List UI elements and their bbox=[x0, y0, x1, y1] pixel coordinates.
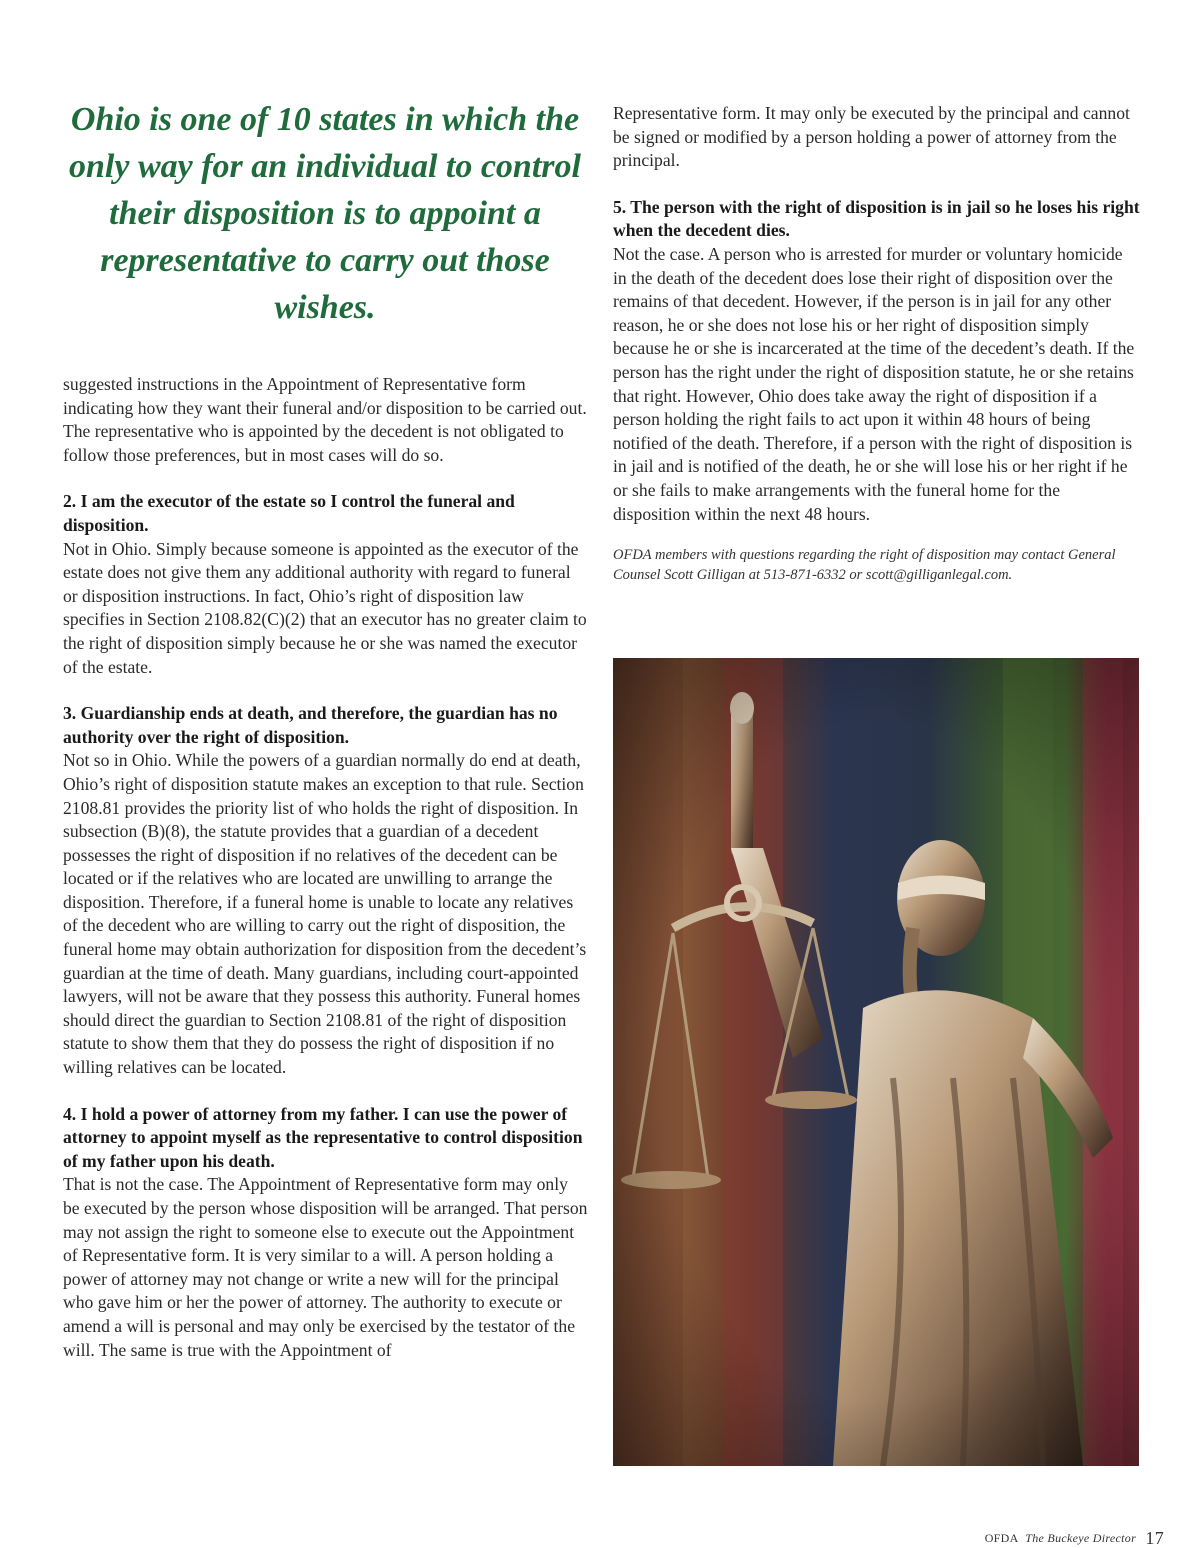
item-2-heading: 2. I am the executor of the estate so I control the funeral and disposition. bbox=[63, 491, 515, 535]
left-column bbox=[63, 96, 588, 1362]
item-3-body: Not so in Ohio. While the powers of a guardian normally do end at death, Ohio’s right of disposition statute makes an exception to that rule. Section 2108.81 provides the priority list of who holds the right of disposition. In subsection (B)(8), the statute provides that a guardian of a decedent possesses the right of disposition if no relatives of the decedent can be located or if the relatives who are located are unwilling to arrange the disposition. Therefore, if a funeral home is unable to locate any relatives of the decedent who are willing to carry out the right of disposition, the funeral home may obtain authorization for disposition from the decedent’s guardian at the time of death. Many guardians, including court-appointed lawyers, will not be aware that they possess this authority. Funeral homes should direct the guardian to Section 2108.81 of the right of disposition statute to show them that they do possess the right of disposition if no willing relatives can be located. bbox=[63, 750, 587, 1078]
page-footer bbox=[985, 1526, 1164, 1547]
item-3-heading: 3. Guardianship ends at death, and therefore, the guardian has no authority over the right of disposition. bbox=[63, 703, 558, 747]
item-2 bbox=[63, 490, 588, 679]
item-4 bbox=[63, 1103, 588, 1363]
intro-paragraph: suggested instructions in the Appointment of Representative form indicating how they want their funeral and/or disposition to be carried out. The representative who is appointed by the decedent is not obligated to follow those preferences, but in most cases will do so. bbox=[63, 374, 587, 465]
footer-magazine: The Buckeye Director bbox=[1025, 1531, 1137, 1545]
item-3 bbox=[63, 702, 588, 1080]
contact-note: OFDA members with questions regarding the right of disposition may contact General Counsel Scott Gilligan at 513-871-6332 or scott@gilliganlegal.com. bbox=[613, 547, 1116, 583]
right-column bbox=[613, 102, 1140, 585]
pull-quote: Ohio is one of 10 states in which the only way for an individual to control their disposition is to appoint a representative to carry out those wishes. bbox=[69, 101, 581, 326]
lady-justice-photo bbox=[613, 658, 1139, 1466]
page-number: 17 bbox=[1145, 1528, 1164, 1548]
footer-org: OFDA bbox=[984, 1531, 1018, 1545]
item-2-body: Not in Ohio. Simply because someone is appointed as the executor of the estate does not give them any additional authority with regard to funeral or disposition instructions. In fact, Ohio’s right of disposition law specifies in Section 2108.82(C)(2) that an executor has no greater claim to the right of disposition simply because he or she was named the executor of the estate. bbox=[63, 538, 587, 677]
item-5 bbox=[613, 196, 1140, 526]
item-5-body: Not the case. A person who is arrested for murder or voluntary homicide in the death of the decedent does lose their right of disposition over the remains of that decedent. However, if the person is in jail for any other reason, he or she does not lose his or her right of disposition simply because he or she is incarcerated at the time of the decedent’s death. If the person has the right under the right of disposition statute, he or she retains that right. However, Ohio does take away the right of disposition if a person holding the right fails to act upon it within 48 hours of being notified of the death. Therefore, if a person with the right of disposition is in jail and is notified of the death, he or she will lose his or her right if he or she fails to make arrangements with the funeral home for the disposition within the next 48 hours. bbox=[613, 243, 1135, 524]
item-4-body: That is not the case. The Appointment of Representative form may only be executed by the person whose disposition will be arranged. That person may not assign the right to someone else to execute out the Appointment of Representative form. It is very similar to a will. A person holding a power of attorney may not change or write a new will for the principal who gave him or her the power of attorney. The authority to execute or amend a will is personal and may only be exercised by the testator of the will. The same is true with the Appointment of bbox=[63, 1174, 588, 1360]
continuation-paragraph: Representative form. It may only be executed by the principal and cannot be signed or modified by a person holding a power of attorney from the principal. bbox=[613, 103, 1130, 171]
item-4-heading: 4. I hold a power of attorney from my father. I can use the power of attorney to appoint myself as the representative to control disposition of my father upon his death. bbox=[63, 1103, 583, 1171]
item-5-heading: 5. The person with the right of disposition is in jail so he loses his right when the decedent dies. bbox=[613, 196, 1140, 241]
